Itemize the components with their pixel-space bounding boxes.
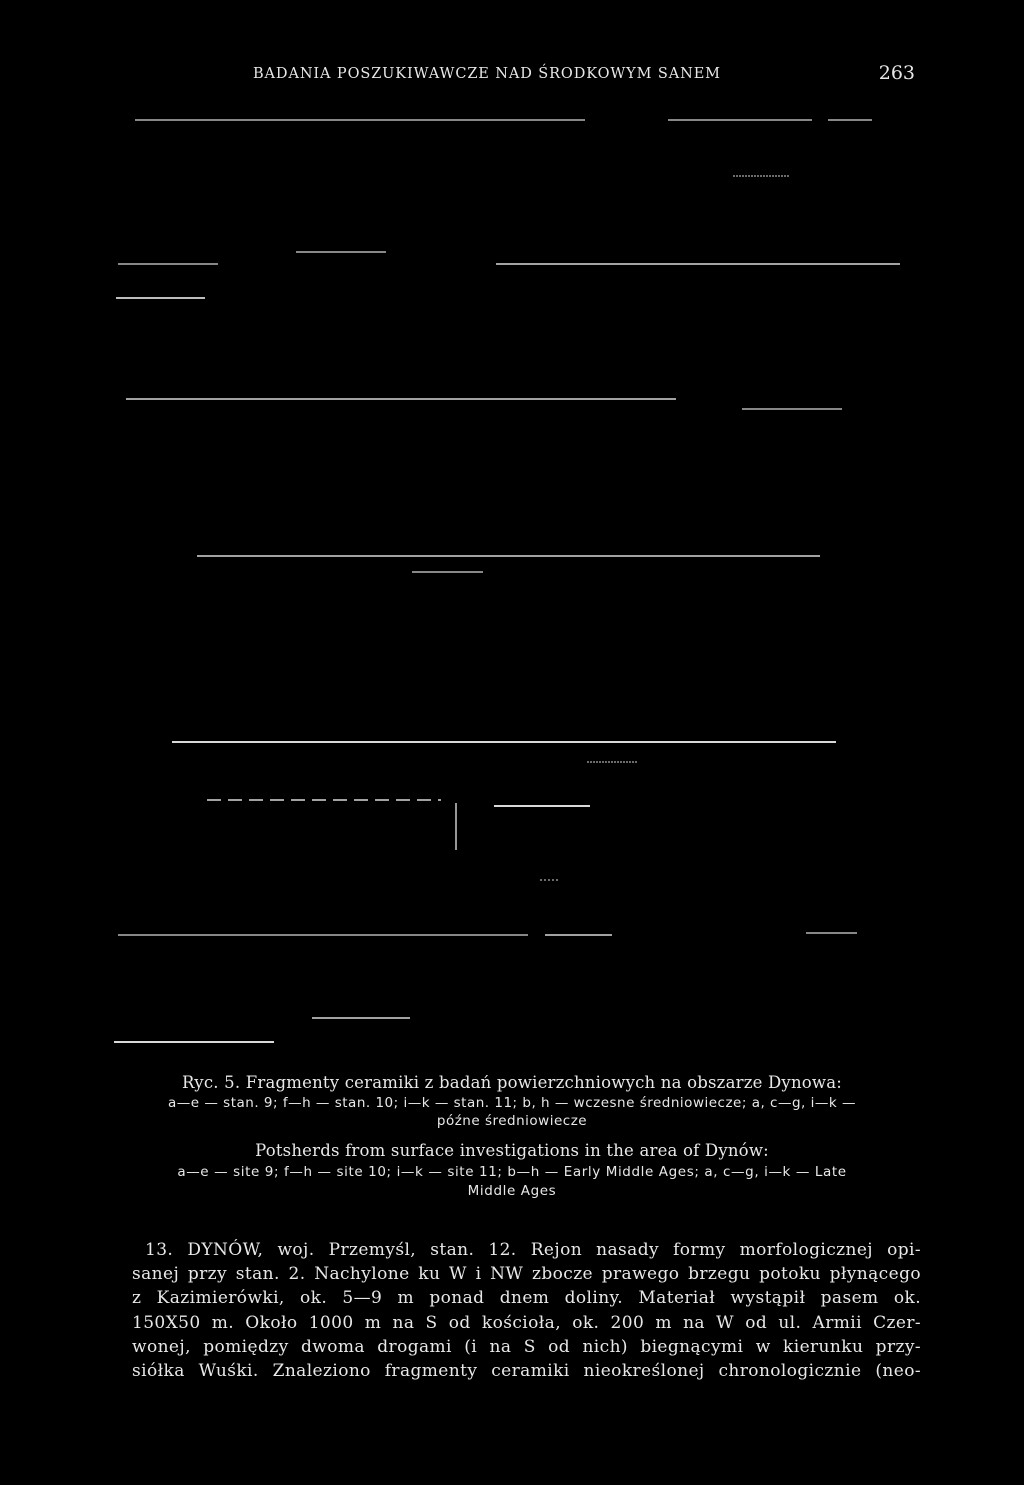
body-line: siółka Wuśki. Znaleziono fragmenty ceramiki nieokreślonej chronologicznie (neo- [132, 1361, 921, 1382]
body-line: 150X50 m. Około 1000 m na S od kościoła, ok. 200 m na W od ul. Armii Czer- [132, 1312, 921, 1333]
figure-remnant-lines [0, 100, 1024, 1060]
figure-potsherds-drawing [0, 100, 1024, 1060]
caption-pl-legend-line-1: a—e — stan. 9; f—h — stan. 10; i—k — stan. 11; b, h — wczesne średniowiecze; a, c—g, i—k — [168, 1095, 856, 1111]
body-paragraph [132, 1238, 921, 1383]
caption-pl-legend-line-2: późne średniowiecze [436, 1113, 588, 1129]
body-line: 13. DYNÓW, woj. Przemyśl, stan. 12. Rejon nasady formy morfologicznej opi- [145, 1240, 921, 1260]
caption-en-title: Potsherds from surface investigations in the area of Dynów: [255, 1141, 769, 1160]
caption-en-legend-line-2: Middle Ages [467, 1183, 557, 1199]
figure-caption [112, 1073, 912, 1199]
body-line: sanej przy stan. 2. Nachylone ku W i NW zbocze prawego brzegu potoku płynącego [132, 1264, 921, 1285]
body-line: z Kazimierówki, ok. 5—9 m ponad dnem doliny. Materiał wystąpił pasem ok. [132, 1288, 921, 1309]
body-line: wonej, pomiędzy dwoma drogami (i na S od nich) biegnącymi w kierunku przy- [132, 1336, 921, 1357]
page-header [0, 62, 1024, 88]
running-title: BADANIA POSZUKIWAWCZE NAD ŚRODKOWYM SANEM [253, 66, 721, 82]
page-number: 263 [878, 62, 915, 84]
caption-pl-title: Ryc. 5. Fragmenty ceramiki z badań powierzchniowych na obszarze Dynowa: [181, 1073, 843, 1092]
caption-en-legend-line-1: a—e — site 9; f—h — site 10; i—k — site 11; b—h — Early Middle Ages; a, c—g, i—k — Late [177, 1164, 847, 1180]
